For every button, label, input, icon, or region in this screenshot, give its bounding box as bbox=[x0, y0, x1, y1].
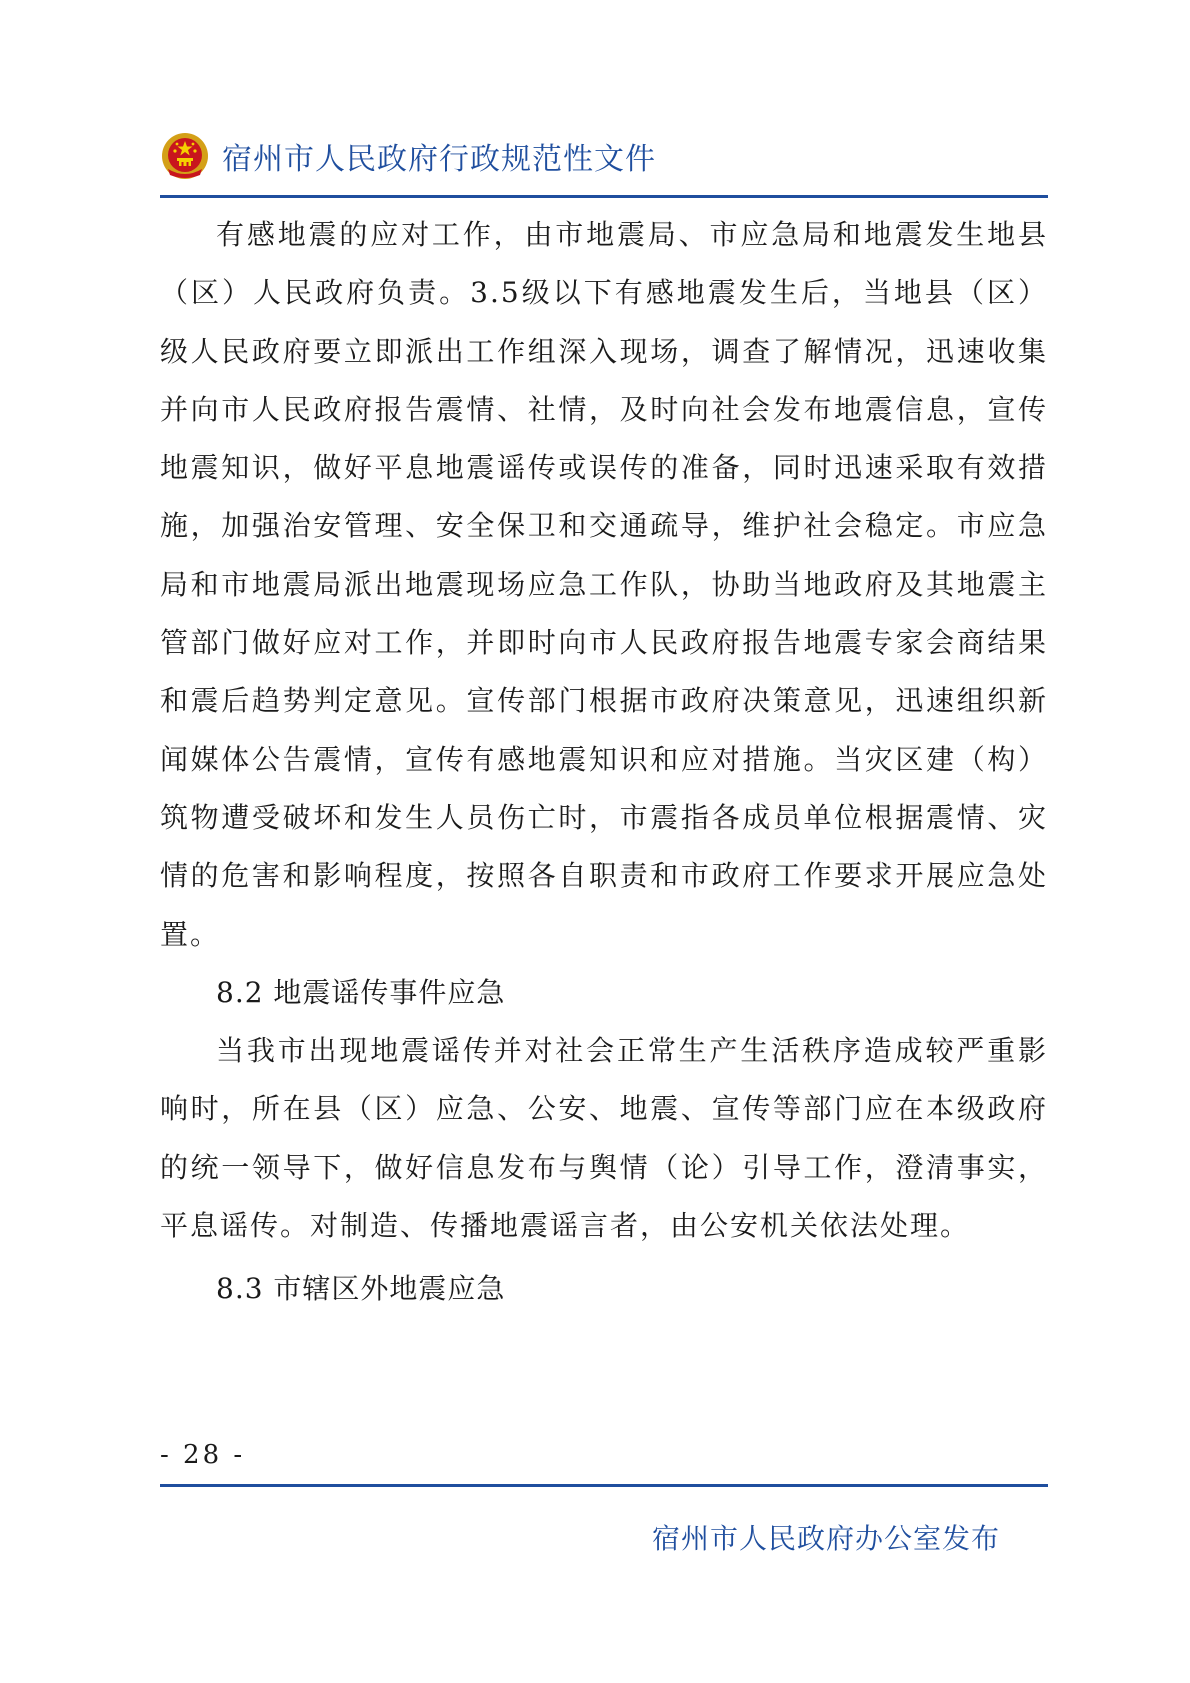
document-body bbox=[160, 206, 1048, 1319]
footer-publisher: 宿州市人民政府办公室发布 bbox=[651, 1522, 1000, 1555]
national-emblem-icon bbox=[160, 131, 210, 181]
body-paragraph: 有感地震的应对工作，由市地震局、市应急局和地震发生地县（区）人民政府负责。3.5级以下有感地震发生后，当地县（区）级人民政府要立即派出工作组深入现场，调查了解情况，迅速收集并向市人民政府报告震情、社情，及时向社会发布地震信息，宣传地震知识，做好平息地震谣传或误传的准备，同时迅速采取有效措施，加强治安管理、安全保卫和交通疏导，维护社会稳定。市应急局和市地震局派出地震现场应急工作队，协助当地政府及其地震主管部门做好应对工作，并即时向市人民政府报告地震专家会商结果和震后趋势判定意见。宣传部门根据市政府决策意见，迅速组织新闻媒体公告震情，宣传有感地震知识和应对措施。当灾区建（构）筑物遭受破坏和发生人员伤亡时，市震指各成员单位根据震情、灾情的危害和影响程度，按照各自职责和市政府工作要求开展应急处置。 bbox=[160, 218, 1048, 951]
section-heading: 8.3 市辖区外地震应急 bbox=[216, 1272, 506, 1306]
body-paragraph: 当我市出现地震谣传并对社会正常生产生活秩序造成较严重影响时，所在县（区）应急、公安、地震、宣传等部门应在本级政府的统一领导下，做好信息发布与舆情（论）引导工作，澄清事实，平息谣传。对制造、传播地震谣言者，由公安机关依法处理。 bbox=[160, 1034, 1048, 1243]
page-number: - 28 - bbox=[160, 1440, 246, 1470]
header-title: 宿州市人民政府行政规范性文件 bbox=[222, 142, 656, 177]
header-divider bbox=[160, 195, 1048, 198]
section-heading: 8.2 地震谣传事件应急 bbox=[216, 975, 506, 1009]
document-header bbox=[160, 128, 656, 184]
footer-divider bbox=[160, 1484, 1048, 1487]
